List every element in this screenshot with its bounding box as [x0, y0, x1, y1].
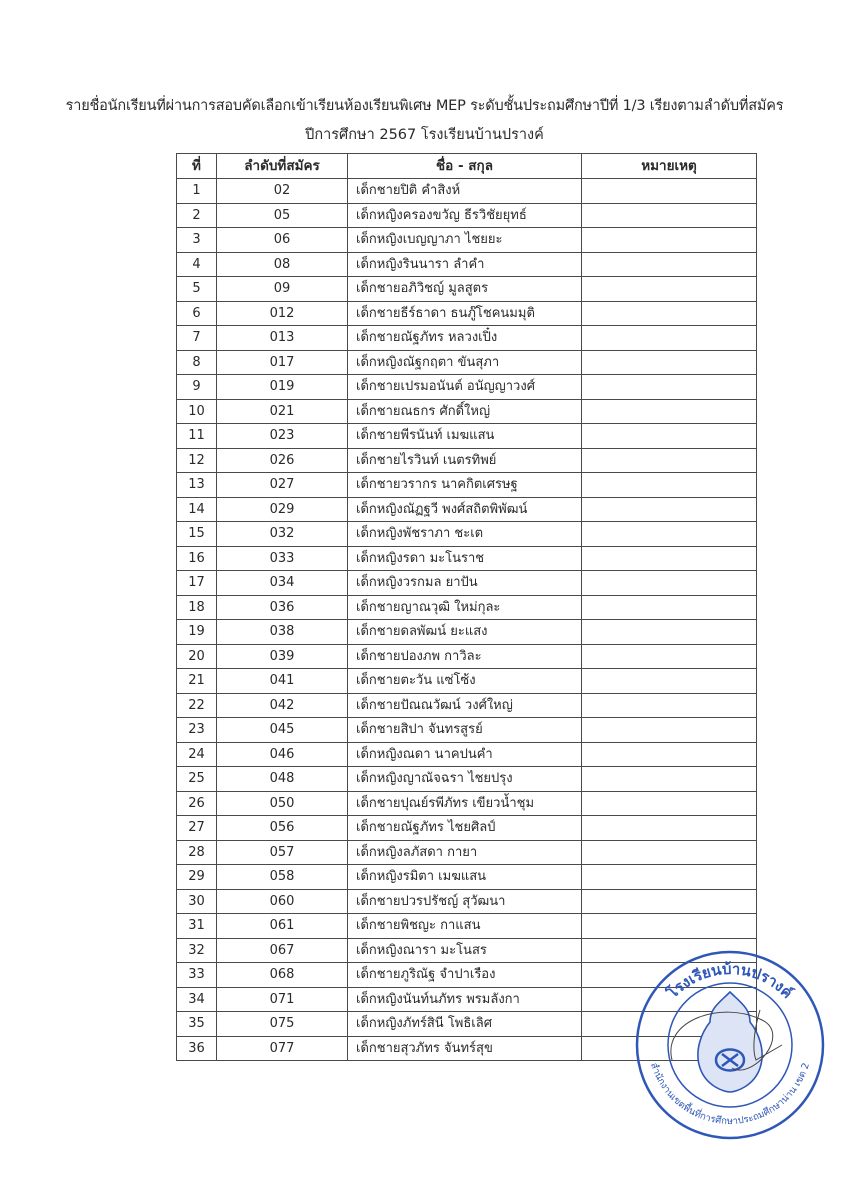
row-number: 32 — [177, 938, 217, 963]
row-number: 30 — [177, 889, 217, 914]
row-remarks — [582, 791, 757, 816]
row-number: 27 — [177, 816, 217, 841]
row-full-name: เด็กชายไรวินท์ เนตรทิพย์ — [348, 448, 582, 473]
table-row — [177, 816, 757, 841]
row-number: 24 — [177, 742, 217, 767]
row-full-name: เด็กหญิงพัชราภา ชะเต — [348, 522, 582, 547]
row-number: 5 — [177, 277, 217, 302]
table-header-row — [177, 154, 757, 179]
table-row — [177, 620, 757, 645]
row-full-name: เด็กหญิงรินนารา ลำคำ — [348, 252, 582, 277]
document-subtitle: ปีการศึกษา 2567 โรงเรียนบ้านปรางค์ — [305, 127, 544, 143]
row-full-name: เด็กชายญาณวุฒิ ใหม่กุละ — [348, 595, 582, 620]
row-number: 3 — [177, 228, 217, 253]
row-number: 23 — [177, 718, 217, 743]
row-full-name: เด็กหญิงเบญญาภา ไชยยะ — [348, 228, 582, 253]
row-remarks — [582, 424, 757, 449]
row-application-order: 071 — [217, 987, 348, 1012]
row-application-order: 077 — [217, 1036, 348, 1061]
row-full-name: เด็กหญิงณัฏฐวี พงศ์สถิตพิพัฒน์ — [348, 497, 582, 522]
row-remarks — [582, 620, 757, 645]
row-number: 36 — [177, 1036, 217, 1061]
table-row — [177, 448, 757, 473]
row-remarks — [582, 375, 757, 400]
row-full-name: เด็กชายปวรปรัชญ์ สุวัฒนา — [348, 889, 582, 914]
row-application-order: 012 — [217, 301, 348, 326]
row-application-order: 060 — [217, 889, 348, 914]
table-row — [177, 693, 757, 718]
row-remarks — [582, 938, 757, 963]
row-full-name: เด็กชายปิติ คำสิงห์ — [348, 179, 582, 204]
row-full-name: เด็กหญิงวรกมล ยาปัน — [348, 571, 582, 596]
table-row — [177, 987, 757, 1012]
table-row — [177, 1036, 757, 1061]
row-remarks — [582, 889, 757, 914]
row-remarks — [582, 179, 757, 204]
row-remarks — [582, 767, 757, 792]
header-application-order: ลำดับที่สมัคร — [217, 154, 348, 179]
row-number: 26 — [177, 791, 217, 816]
header-no: ที่ — [177, 154, 217, 179]
table-row — [177, 375, 757, 400]
row-full-name: เด็กชายณัฐภัทร หลวงเปิ๋ง — [348, 326, 582, 351]
row-number: 11 — [177, 424, 217, 449]
row-application-order: 023 — [217, 424, 348, 449]
row-number: 22 — [177, 693, 217, 718]
row-full-name: เด็กหญิงรดา มะโนราช — [348, 546, 582, 571]
stamp-bottom-text: สำนักงานเขตพื้นที่การศึกษาประถมศึกษาน่าน เขต 2 — [648, 1061, 812, 1127]
row-application-order: 021 — [217, 399, 348, 424]
row-application-order: 02 — [217, 179, 348, 204]
row-number: 34 — [177, 987, 217, 1012]
row-remarks — [582, 326, 757, 351]
table-row — [177, 350, 757, 375]
row-full-name: เด็กชายธีร์ธาดา ธนภู๊โชคนมมุติ — [348, 301, 582, 326]
row-application-order: 027 — [217, 473, 348, 498]
table-row — [177, 889, 757, 914]
row-application-order: 067 — [217, 938, 348, 963]
table-row — [177, 938, 757, 963]
row-remarks — [582, 350, 757, 375]
row-full-name: เด็กหญิงณดา นาคปนคำ — [348, 742, 582, 767]
row-full-name: เด็กหญิงครองขวัญ ธีรวิชัยยุทธ์ — [348, 203, 582, 228]
row-full-name: เด็กชายตะวัน แซ่โซ้ง — [348, 669, 582, 694]
row-remarks — [582, 399, 757, 424]
table-row — [177, 840, 757, 865]
table-row — [177, 252, 757, 277]
row-remarks — [582, 522, 757, 547]
row-application-order: 08 — [217, 252, 348, 277]
table-row — [177, 571, 757, 596]
row-remarks — [582, 742, 757, 767]
row-remarks — [582, 497, 757, 522]
row-number: 2 — [177, 203, 217, 228]
table-row — [177, 497, 757, 522]
row-application-order: 017 — [217, 350, 348, 375]
row-application-order: 034 — [217, 571, 348, 596]
row-remarks — [582, 1012, 757, 1037]
row-full-name: เด็กชายปองภพ กาวิละ — [348, 644, 582, 669]
row-number: 7 — [177, 326, 217, 351]
row-application-order: 061 — [217, 914, 348, 939]
row-number: 8 — [177, 350, 217, 375]
table-row — [177, 669, 757, 694]
row-full-name: เด็กหญิงญาณัจฉรา ไชยปรุง — [348, 767, 582, 792]
table-row — [177, 742, 757, 767]
row-number: 25 — [177, 767, 217, 792]
row-full-name: เด็กชายสุวภัทร จันทร์สุข — [348, 1036, 582, 1061]
row-full-name: เด็กชายวรากร นาคกิตเศรษฐ — [348, 473, 582, 498]
row-number: 29 — [177, 865, 217, 890]
row-remarks — [582, 473, 757, 498]
row-full-name: เด็กชายณธกร ศักดิ์ใหญ่ — [348, 399, 582, 424]
stamp-top-text: โรงเรียนบ้านปรางค์ — [663, 959, 797, 1002]
row-application-order: 019 — [217, 375, 348, 400]
row-remarks — [582, 277, 757, 302]
row-remarks — [582, 669, 757, 694]
row-application-order: 013 — [217, 326, 348, 351]
table-row — [177, 595, 757, 620]
row-application-order: 058 — [217, 865, 348, 890]
header-full-name: ชื่อ - สกุล — [348, 154, 582, 179]
row-application-order: 056 — [217, 816, 348, 841]
row-full-name: เด็กชายสิปา จันทรสูรย์ — [348, 718, 582, 743]
row-application-order: 033 — [217, 546, 348, 571]
row-number: 17 — [177, 571, 217, 596]
row-application-order: 042 — [217, 693, 348, 718]
row-remarks — [582, 816, 757, 841]
row-remarks — [582, 865, 757, 890]
row-number: 4 — [177, 252, 217, 277]
row-remarks — [582, 595, 757, 620]
row-application-order: 026 — [217, 448, 348, 473]
row-remarks — [582, 644, 757, 669]
row-application-order: 036 — [217, 595, 348, 620]
row-number: 6 — [177, 301, 217, 326]
row-number: 33 — [177, 963, 217, 988]
table-row — [177, 963, 757, 988]
row-full-name: เด็กหญิงณารา มะโนสร — [348, 938, 582, 963]
document-title: รายชื่อนักเรียนที่ผ่านการสอบคัดเลือกเข้าเรียนห้องเรียนพิเศษ MEP ระดับชั้นประถมศึกษาปีที่ 1/3 เรียงตามลำดับที่สมัคร — [65, 98, 784, 114]
row-remarks — [582, 571, 757, 596]
table-row — [177, 546, 757, 571]
row-application-order: 032 — [217, 522, 348, 547]
table-row — [177, 644, 757, 669]
row-application-order: 057 — [217, 840, 348, 865]
row-number: 31 — [177, 914, 217, 939]
row-full-name: เด็กชายปัณณวัฒน์ วงศ์ใหญ่ — [348, 693, 582, 718]
row-number: 20 — [177, 644, 217, 669]
row-remarks — [582, 963, 757, 988]
row-number: 12 — [177, 448, 217, 473]
row-number: 1 — [177, 179, 217, 204]
row-application-order: 029 — [217, 497, 348, 522]
row-full-name: เด็กหญิงภัทร์สินี โพธิเลิศ — [348, 1012, 582, 1037]
row-number: 13 — [177, 473, 217, 498]
row-application-order: 06 — [217, 228, 348, 253]
row-application-order: 05 — [217, 203, 348, 228]
row-full-name: เด็กหญิงลภัสดา กายา — [348, 840, 582, 865]
row-full-name: เด็กหญิงรมิตา เมฆแสน — [348, 865, 582, 890]
row-remarks — [582, 301, 757, 326]
row-full-name: เด็กชายณัฐภัทร ไชยศิลป์ — [348, 816, 582, 841]
row-number: 15 — [177, 522, 217, 547]
row-full-name: เด็กหญิงณัฐกฤตา ขันสุภา — [348, 350, 582, 375]
row-remarks — [582, 546, 757, 571]
row-number: 21 — [177, 669, 217, 694]
table-row — [177, 424, 757, 449]
row-remarks — [582, 252, 757, 277]
row-remarks — [582, 718, 757, 743]
row-number: 19 — [177, 620, 217, 645]
table-row — [177, 522, 757, 547]
table-row — [177, 767, 757, 792]
row-remarks — [582, 840, 757, 865]
row-remarks — [582, 203, 757, 228]
row-remarks — [582, 693, 757, 718]
table-row — [177, 179, 757, 204]
row-number: 10 — [177, 399, 217, 424]
table-row — [177, 326, 757, 351]
row-application-order: 038 — [217, 620, 348, 645]
row-application-order: 045 — [217, 718, 348, 743]
row-remarks — [582, 1036, 757, 1061]
row-application-order: 046 — [217, 742, 348, 767]
row-number: 9 — [177, 375, 217, 400]
row-remarks — [582, 914, 757, 939]
table-row — [177, 399, 757, 424]
row-full-name: เด็กชายปุณย์รพีภัทร เขียวน้ำชุม — [348, 791, 582, 816]
header-remarks: หมายเหตุ — [582, 154, 757, 179]
row-application-order: 041 — [217, 669, 348, 694]
row-remarks — [582, 448, 757, 473]
row-application-order: 09 — [217, 277, 348, 302]
row-full-name: เด็กชายพีรนันท์ เมฆแสน — [348, 424, 582, 449]
row-full-name: เด็กชายเปรมอนันต์ อนัญญาวงศ์ — [348, 375, 582, 400]
table-row — [177, 473, 757, 498]
table-row — [177, 228, 757, 253]
row-full-name: เด็กชายพิชญะ กาแสน — [348, 914, 582, 939]
row-full-name: เด็กชายดลพัฒน์ ยะแสง — [348, 620, 582, 645]
row-application-order: 068 — [217, 963, 348, 988]
row-number: 28 — [177, 840, 217, 865]
row-application-order: 048 — [217, 767, 348, 792]
row-full-name: เด็กหญิงนันท์นภัทร พรมลังกา — [348, 987, 582, 1012]
table-row — [177, 277, 757, 302]
table-row — [177, 914, 757, 939]
row-application-order: 039 — [217, 644, 348, 669]
table-row — [177, 865, 757, 890]
row-full-name: เด็กชายอภิวิชญ์ มูลสูตร — [348, 277, 582, 302]
row-full-name: เด็กชายภูริณัฐ จำปาเรือง — [348, 963, 582, 988]
table-row — [177, 718, 757, 743]
row-remarks — [582, 987, 757, 1012]
table-row — [177, 203, 757, 228]
row-number: 18 — [177, 595, 217, 620]
table-row — [177, 791, 757, 816]
student-list-table — [176, 153, 757, 1061]
table-row — [177, 301, 757, 326]
row-remarks — [582, 228, 757, 253]
row-application-order: 075 — [217, 1012, 348, 1037]
row-number: 16 — [177, 546, 217, 571]
row-number: 35 — [177, 1012, 217, 1037]
row-application-order: 050 — [217, 791, 348, 816]
row-number: 14 — [177, 497, 217, 522]
table-row — [177, 1012, 757, 1037]
